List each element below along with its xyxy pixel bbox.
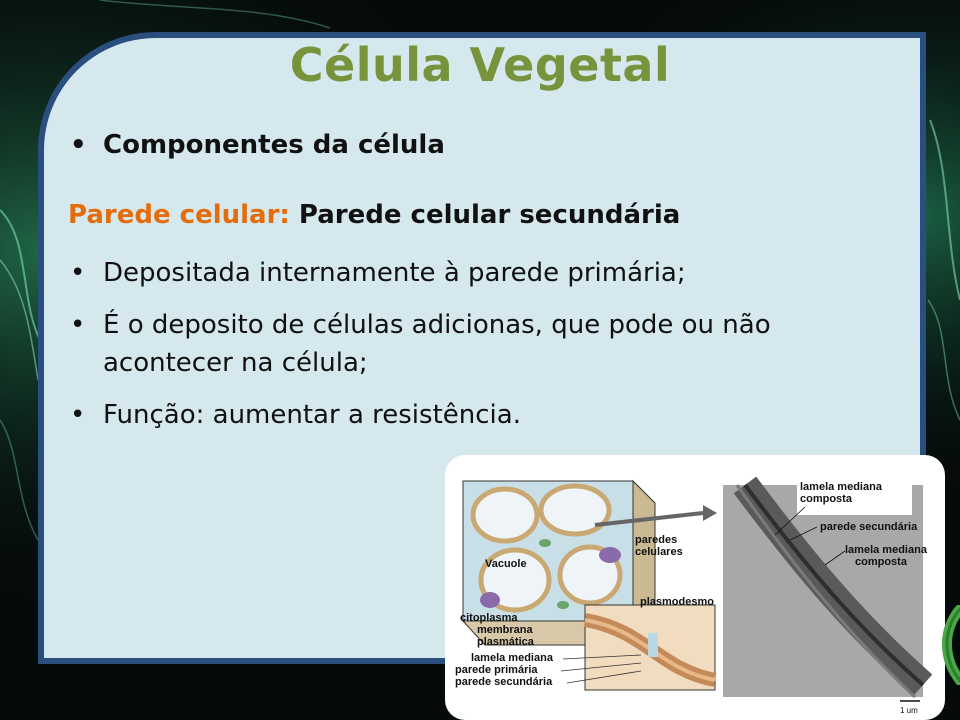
label-lamela-composta-2a: lamela mediana: [845, 544, 927, 556]
sub-heading-main: Parede celular secundária: [298, 200, 681, 230]
label-plasmodesmo: plasmodesmo: [640, 596, 714, 608]
label-membrana: membrana: [477, 624, 533, 636]
cell-wall-diagram: [445, 455, 945, 720]
bullet-point: • É o deposito de células adicionas, que pode ou não acontecer na célula;: [66, 306, 896, 382]
heading-bullet-list: [66, 126, 896, 164]
bullet-heading: • Componentes da célula: [66, 126, 896, 164]
slide-title: Célula Vegetal: [289, 38, 671, 92]
bullet-point: • Depositada internamente à parede primária;: [66, 254, 896, 292]
cell-wall-figure: [445, 455, 945, 720]
label-lamela-composta-2b: composta: [855, 556, 907, 568]
scale-bar-label: 1 um: [900, 706, 918, 715]
label-lamela-composta-1b: composta: [800, 493, 852, 505]
content-bullet-list: [66, 254, 896, 448]
label-parede-secundaria: parede secundária: [455, 676, 553, 688]
bullet-point: • Função: aumentar a resistência.: [66, 396, 896, 434]
label-celulares: celulares: [635, 546, 683, 558]
label-lamela-composta-1a: lamela mediana: [800, 481, 882, 493]
label-parede-primaria: parede primária: [455, 664, 538, 676]
label-parede-secundaria-micro: parede secundária: [820, 521, 918, 533]
label-lamela-mediana: lamela mediana: [471, 652, 553, 664]
sub-heading: [68, 196, 680, 234]
label-vacuole: Vacuole: [485, 558, 527, 570]
label-citoplasma: citoplasma: [460, 612, 518, 624]
label-paredes: paredes: [635, 534, 678, 546]
sub-heading-accent: Parede celular:: [68, 200, 290, 230]
label-plasmatica: plasmática: [477, 636, 534, 648]
corner-logo-icon: [932, 605, 960, 685]
